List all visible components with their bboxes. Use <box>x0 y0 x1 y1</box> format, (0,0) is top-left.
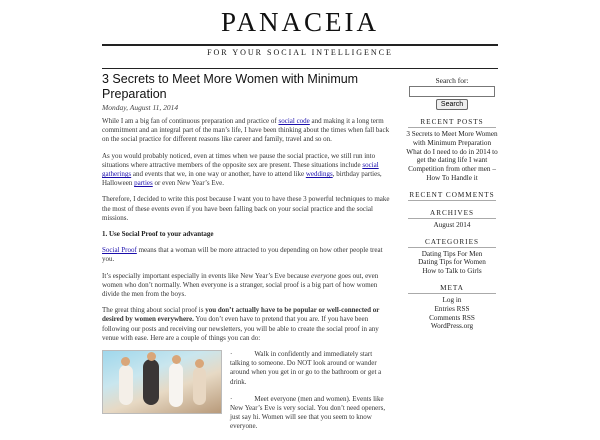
post-date: Monday, August 11, 2014 <box>102 103 179 112</box>
photo-head <box>195 359 204 368</box>
link-weddings[interactable]: weddings <box>305 170 333 179</box>
paragraph <box>102 246 390 264</box>
text: and events that we, in one way or another, have to attend like <box>131 170 306 179</box>
site-title[interactable]: PANACEIA <box>220 7 380 37</box>
emphasis: everyone <box>311 271 337 280</box>
list-item <box>230 350 390 387</box>
post-title[interactable]: 3 Secrets to Meet More Women with Minimum Preparation <box>102 72 359 101</box>
list-item[interactable]: WordPress.org <box>430 322 474 331</box>
list-item[interactable]: Competition from other men – How To Handle it <box>408 165 496 182</box>
categories-title: CATEGORIES <box>408 238 496 248</box>
list-item <box>230 395 390 432</box>
strong-text: you don’t actually have to be popular or well-connected or desired by women everywhere. <box>102 306 380 324</box>
list-item[interactable]: Dating Tips for Women <box>418 258 486 267</box>
text: While I am a big fan of continuous preparation and practice of <box>102 117 279 125</box>
search-input[interactable] <box>409 86 495 97</box>
paragraph <box>102 117 390 145</box>
header-rule-top <box>102 44 498 46</box>
photo-figure <box>169 363 183 407</box>
list-item[interactable]: Comments RSS <box>429 313 475 322</box>
bullet-icon: · <box>230 350 233 359</box>
section-heading: 1. Use Social Proof to your advantage <box>102 230 214 239</box>
list-item[interactable]: Dating Tips For Men <box>421 249 483 258</box>
text: goes out, even women who don’t normally. When everyone is a stranger, social proof is a big part of how women divide the men from the boys. <box>102 271 379 299</box>
meta-list <box>404 296 500 331</box>
photo-head <box>147 352 156 361</box>
link-parties[interactable]: parties <box>134 179 153 188</box>
link-social-gatherings[interactable]: social gatherings <box>102 160 379 179</box>
list-item[interactable]: Entries RSS <box>434 304 470 313</box>
header-rules <box>102 44 498 69</box>
header-rule-bottom <box>102 68 498 69</box>
list-item[interactable]: 3 Secrets to Meet More Women with Minimum Preparation <box>406 130 498 147</box>
link-social-proof[interactable]: Social Proof <box>102 246 137 255</box>
categories-list <box>404 250 500 276</box>
meta-title: META <box>408 284 496 294</box>
text: means that a woman will be more attracted to you depending on how other people treat you. <box>102 246 383 264</box>
post-content <box>102 72 390 440</box>
post-body <box>102 117 390 440</box>
link-social-code[interactable]: social code <box>278 117 310 125</box>
site-tagline: FOR YOUR SOCIAL INTELLIGENCE <box>207 48 393 57</box>
text: As you would probably noticed, even at times when we pause the social practice, we still run into situations where attractive members of the opposite sex are present. These situations include <box>102 151 376 169</box>
text: The great thing about social proof is <box>102 306 206 315</box>
archives-title: ARCHIVES <box>408 209 496 219</box>
text: You don’t even have to pretend that you are. If you have been following our posts and receiving our newsletters, you will be able to create the social proof in any venue with ease. Here are a couple of things you can do: <box>102 315 379 342</box>
photo-figure <box>143 359 159 405</box>
text: or even New Year’s Eve. <box>152 179 224 188</box>
text: Walk in confidently and immediately start talking to someone. Do NOT look around or wander around when you get in or go to the bathroom or get a drink. <box>230 350 382 386</box>
list-item[interactable]: What do I need to do in 2014 to get the dating life I want <box>406 147 498 165</box>
list-item[interactable]: August 2014 <box>433 220 471 229</box>
list-item[interactable]: How to Talk to Girls <box>422 267 482 276</box>
text: , birthday parties, Halloween <box>102 170 382 188</box>
recent-posts-title: RECENT POSTS <box>408 118 496 128</box>
photo-head <box>121 357 130 366</box>
text: Meet everyone (men and women). Events like New Year’s Eve is very social. You don’t need openers, just say hi. Women will see that you seem to know everyone. <box>230 394 386 431</box>
bullet-list <box>230 350 390 440</box>
text: It’s especially important especially in events like New Year’s Eve because <box>102 271 312 280</box>
paragraph <box>102 152 390 189</box>
bullet-icon: · <box>230 394 233 403</box>
figure-row <box>102 350 390 440</box>
search-button[interactable]: Search <box>436 99 468 110</box>
party-photo-icon <box>102 350 222 414</box>
photo-figure <box>193 367 206 405</box>
recent-posts-list <box>404 130 500 183</box>
site-header <box>0 0 600 69</box>
photo-head <box>172 355 181 364</box>
photo-figure <box>119 365 133 405</box>
archives-list <box>404 221 500 230</box>
recent-comments-title: RECENT COMMENTS <box>409 190 495 199</box>
paragraph <box>102 272 390 300</box>
list-item[interactable]: Log in <box>442 295 462 304</box>
paragraph: Therefore, I decided to write this post because I want you to have these 3 powerful techniques to make the most of these events even if you have been falling back on your social practice and the social missions. <box>102 195 390 222</box>
sidebar <box>404 76 500 331</box>
text: and making it a long term commitment and an integral part of the man’s life, I have been thinking about the times when fall back on the social practice for different reasons like career and family, travel and so on. <box>102 117 390 144</box>
search-label: Search for: <box>435 76 469 85</box>
paragraph <box>102 306 390 343</box>
